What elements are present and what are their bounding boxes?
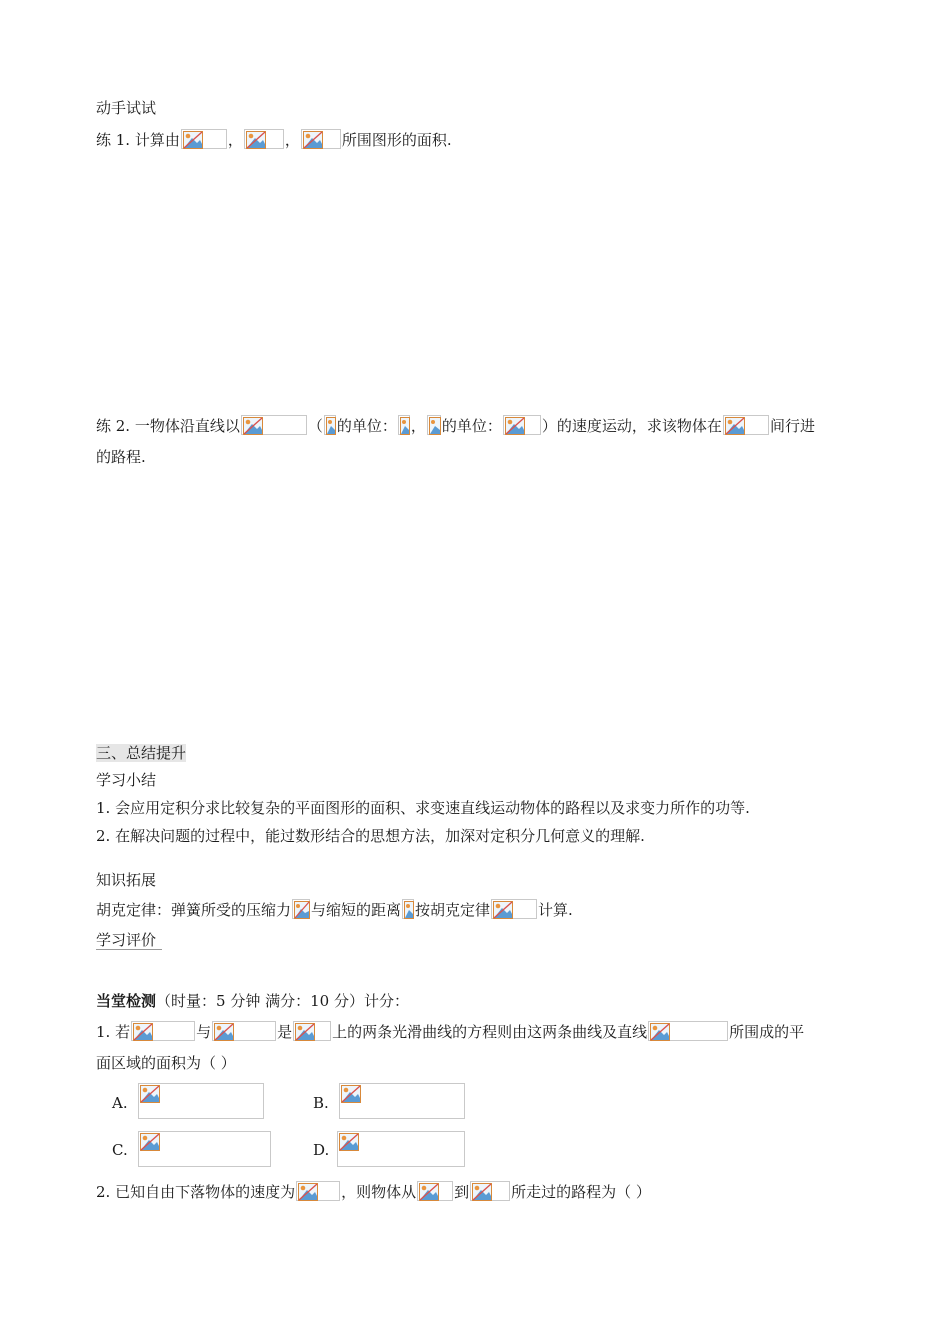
quiz-title: 当堂检测 [96, 992, 157, 1010]
q2-d: 所走过的路程为（ ） [511, 1183, 651, 1201]
option-d-label[interactable]: D. [313, 1141, 330, 1159]
q1-b: 与 [196, 1023, 212, 1041]
formula-image-icon [648, 1021, 728, 1041]
hooke-c: 按胡克定律 [415, 901, 491, 919]
quiz-header [96, 990, 409, 1012]
option-b-formula-image[interactable] [339, 1083, 465, 1119]
option-c-formula-image[interactable] [138, 1131, 271, 1167]
ex2-tail: 间行进 [769, 417, 815, 435]
formula-image-icon [723, 415, 769, 435]
knowledge-extension-heading: 知识拓展 [96, 871, 157, 889]
try-it-heading: 动手试试 [96, 99, 157, 117]
formula-image-icon [292, 899, 310, 919]
summary-point-2: 2. 在解决问题的过程中，能过数形结合的思想方法，加深对定积分几何意义的理解. [96, 827, 645, 845]
option-a-label[interactable]: A. [112, 1094, 128, 1112]
formula-image-icon [241, 415, 307, 435]
q2-b: ，则物体从 [341, 1183, 417, 1201]
hooke-a: 胡克定律：弹簧所受的压缩力 [96, 901, 292, 919]
ex2-paren: （ [307, 417, 323, 435]
ex2-unit1: 的单位： [336, 417, 397, 435]
summary-heading: 三、总结提升 [96, 744, 187, 762]
formula-image-icon [402, 899, 414, 919]
ex2-after: ）的速度运动，求该物体在 [541, 417, 722, 435]
formula-image-icon [244, 129, 284, 149]
ex2-comma: ， [410, 417, 426, 435]
formula-image-icon [491, 899, 537, 919]
q1-d: 上的两条光滑曲线的方程则由这两条曲线及直线 [332, 1023, 648, 1041]
q1-e: 所围成的平 [729, 1023, 805, 1041]
hooke-d: 计算. [538, 901, 573, 919]
exercise-1 [96, 129, 452, 151]
q1-c: 是 [277, 1023, 293, 1041]
ex2-unit2: 的单位： [441, 417, 502, 435]
formula-image-icon [181, 129, 227, 149]
section-heading [96, 742, 186, 764]
formula-image-icon [398, 415, 410, 435]
formula-image-icon [131, 1021, 195, 1041]
formula-image-icon [293, 1021, 331, 1041]
summary-point-1: 1. 会应用定积分求比较复杂的平面图形的面积、求变速直线运动物体的路程以及求变力所作的功等. [96, 799, 750, 817]
ex1-suffix: 所围图形的面积. [341, 131, 452, 149]
ex1-sep1: ， [227, 131, 243, 149]
option-d-formula-image[interactable] [337, 1131, 465, 1167]
hooke-law [96, 899, 573, 921]
formula-image-icon [212, 1021, 276, 1041]
question-2 [96, 1181, 651, 1203]
quiz-meta: （时量：5 分钟 满分：10 分）计分： [156, 992, 409, 1010]
q1-a: 1. 若 [96, 1023, 131, 1041]
formula-image-icon [470, 1181, 510, 1201]
question-1-line2: 面区域的面积为（ ） [96, 1054, 236, 1072]
formula-image-icon [324, 415, 336, 435]
formula-image-icon [417, 1181, 453, 1201]
ex2-prefix: 练 2. 一物体沿直线以 [96, 417, 240, 435]
option-a-formula-image[interactable] [138, 1083, 264, 1119]
hooke-b: 与缩短的距离 [311, 901, 402, 919]
ex1-sep2: ， [284, 131, 300, 149]
exercise-2 [96, 415, 815, 437]
formula-image-icon [296, 1181, 340, 1201]
question-1 [96, 1021, 804, 1043]
q2-c: 到 [454, 1183, 470, 1201]
exercise-2-line2: 的路程. [96, 448, 146, 466]
formula-image-icon [427, 415, 441, 435]
learning-evaluation [96, 929, 162, 951]
option-b-label[interactable]: B. [313, 1094, 329, 1112]
formula-image-icon [301, 129, 341, 149]
evaluation-label: 学习评价 [96, 931, 162, 950]
q2-a: 2. 已知自由下落物体的速度为 [96, 1183, 296, 1201]
formula-image-icon [503, 415, 541, 435]
learning-summary-heading: 学习小结 [96, 771, 157, 789]
option-c-label[interactable]: C. [112, 1141, 128, 1159]
ex1-prefix: 练 1. 计算由 [96, 131, 180, 149]
